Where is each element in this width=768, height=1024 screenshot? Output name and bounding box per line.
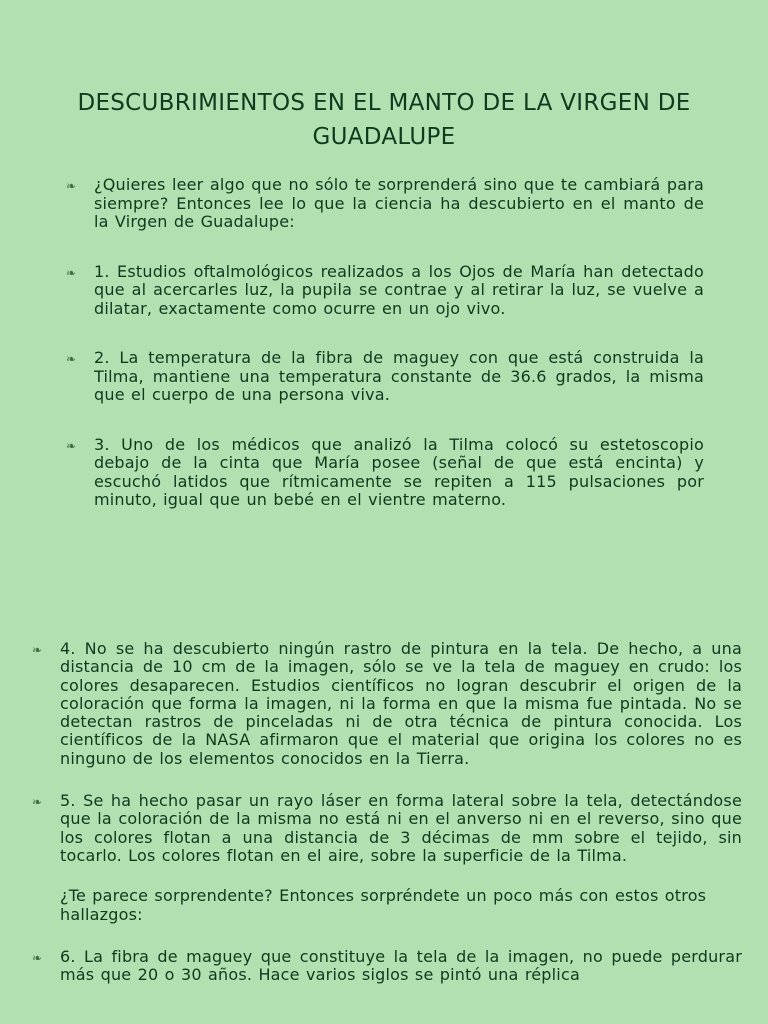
leaf-bullet-icon: ❧ xyxy=(66,438,77,453)
leaf-bullet-icon: ❧ xyxy=(32,643,43,657)
leaf-bullet-icon: ❧ xyxy=(32,795,43,810)
slide-title: DESCUBRIMIENTOS EN EL MANTO DE LA VIRGEN DE GUADALUPE xyxy=(77,90,691,150)
list-item xyxy=(30,792,742,865)
leaf-bullet-icon: ❧ xyxy=(66,179,77,193)
leaf-bullet-icon: ❧ xyxy=(66,265,77,280)
list-item-text: 3. Uno de los médicos que analizó la Tilma colocó su estetoscopio debajo de la cinta que María posee (señal de que está encinta) y escuchó latidos que rítmicamente se repiten a 115 pulsaciones por minuto, igual que un bebé en el vientre materno. xyxy=(94,434,704,509)
list-item xyxy=(30,640,742,768)
list-item xyxy=(64,263,704,319)
body-paragraph xyxy=(30,887,742,924)
list-item-text: 4. No se ha descubierto ningún rastro de pintura en la tela. De hecho, a una distancia de 10 cm de la imagen, sólo se ve la tela de maguey en crudo: los colores desaparecen. Estudios científicos no logran descubrir el origen de la coloración que forma la imagen, ni la forma en que la misma fue pintada. No se detectan rastros de pinceladas ni de otra técnica de pintura conocida. Los científicos de la NASA afirmaron que el material que origina los colores no es ninguno de los elementos conocidos en la Tierra. xyxy=(60,639,742,768)
leaf-bullet-icon: ❧ xyxy=(66,352,77,366)
slide-2 xyxy=(0,600,768,1024)
bullet-list xyxy=(30,640,742,1008)
list-item-text: ¿Quieres leer algo que no sólo te sorprenderá sino que te cambiará para siempre? Entonces lee lo que la ciencia ha descubierto en el manto de la Virgen de Guadalupe: xyxy=(94,175,704,231)
bullet-list xyxy=(64,176,704,541)
list-item-text: 6. La fibra de maguey que constituye la tela de la imagen, no puede perdurar más que 20 o 30 años. Hace varios siglos se pintó una réplica xyxy=(60,946,742,985)
list-item-text: 1. Estudios oftalmológicos realizados a los Ojos de María han detectado que al acercarles luz, la pupila se contrae y al retirar la luz, se vuelve a dilatar, exactamente como ocurre en un ojo vivo. xyxy=(94,261,704,318)
list-item xyxy=(64,349,704,405)
list-item xyxy=(64,436,704,510)
leaf-bullet-icon: ❧ xyxy=(32,950,43,965)
list-item xyxy=(64,176,704,232)
paragraph-text: ¿Te parece sorprendente? Entonces sorpréndete un poco más con estos otros hallazgos: xyxy=(60,886,707,924)
list-item xyxy=(30,948,742,985)
list-item-text: 5. Se ha hecho pasar un rayo láser en forma lateral sobre la tela, detectándose que la coloración de la misma no está ni en el anverso ni en el reverso, sino que los colores flotan a una distancia de 3 décimas de mm sobre el tejido, sin tocarlo. Los colores flotan en el aire, sobre la superficie de la Tilma. xyxy=(60,791,742,865)
list-item-text: 2. La temperatura de la fibra de maguey con que está construida la Tilma, mantiene una temperatura constante de 36.6 grados, la misma que el cuerpo de una persona viva. xyxy=(94,348,704,404)
